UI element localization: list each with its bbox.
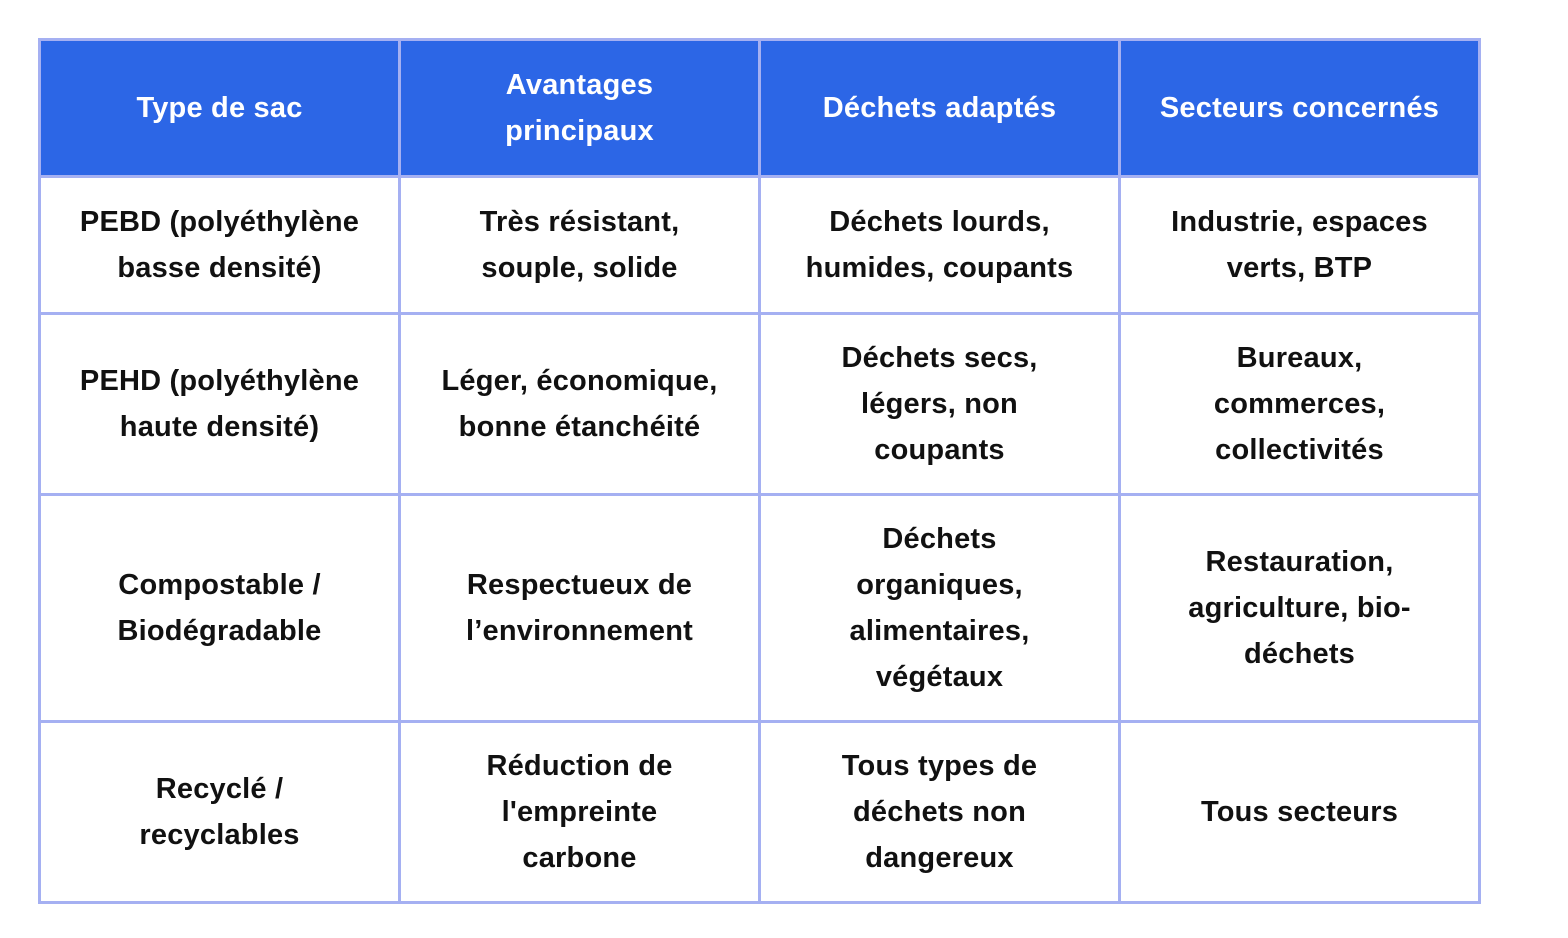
cell-dechets: Déchets secs, légers, non coupants xyxy=(760,314,1120,495)
table-row xyxy=(40,314,1480,495)
cell-secteurs: Bureaux, commerces, collectivités xyxy=(1120,314,1480,495)
cell-secteurs: Tous secteurs xyxy=(1120,722,1480,903)
cell-type: Compostable / Biodégradable xyxy=(40,495,400,722)
cell-type: PEBD (polyéthylène basse densité) xyxy=(40,177,400,314)
cell-type: Recyclé / recyclables xyxy=(40,722,400,903)
cell-avantages: Respectueux de l’environnement xyxy=(400,495,760,722)
table-header-row xyxy=(40,40,1480,177)
header-dechets: Déchets adaptés xyxy=(760,40,1120,177)
bag-comparison-table xyxy=(38,38,1481,904)
cell-type: PEHD (polyéthylène haute densité) xyxy=(40,314,400,495)
table-row xyxy=(40,177,1480,314)
header-avantages: Avantages principaux xyxy=(400,40,760,177)
comparison-table-container xyxy=(38,38,1481,904)
cell-avantages: Léger, économique, bonne étanchéité xyxy=(400,314,760,495)
cell-secteurs: Industrie, espaces verts, BTP xyxy=(1120,177,1480,314)
cell-avantages: Très résistant, souple, solide xyxy=(400,177,760,314)
table-row xyxy=(40,722,1480,903)
cell-dechets: Tous types de déchets non dangereux xyxy=(760,722,1120,903)
header-secteurs: Secteurs concernés xyxy=(1120,40,1480,177)
header-type-de-sac: Type de sac xyxy=(40,40,400,177)
cell-dechets: Déchets lourds, humides, coupants xyxy=(760,177,1120,314)
cell-avantages: Réduction de l'empreinte carbone xyxy=(400,722,760,903)
cell-secteurs: Restauration, agriculture, bio-déchets xyxy=(1120,495,1480,722)
table-row xyxy=(40,495,1480,722)
cell-dechets: Déchets organiques, alimentaires, végétaux xyxy=(760,495,1120,722)
